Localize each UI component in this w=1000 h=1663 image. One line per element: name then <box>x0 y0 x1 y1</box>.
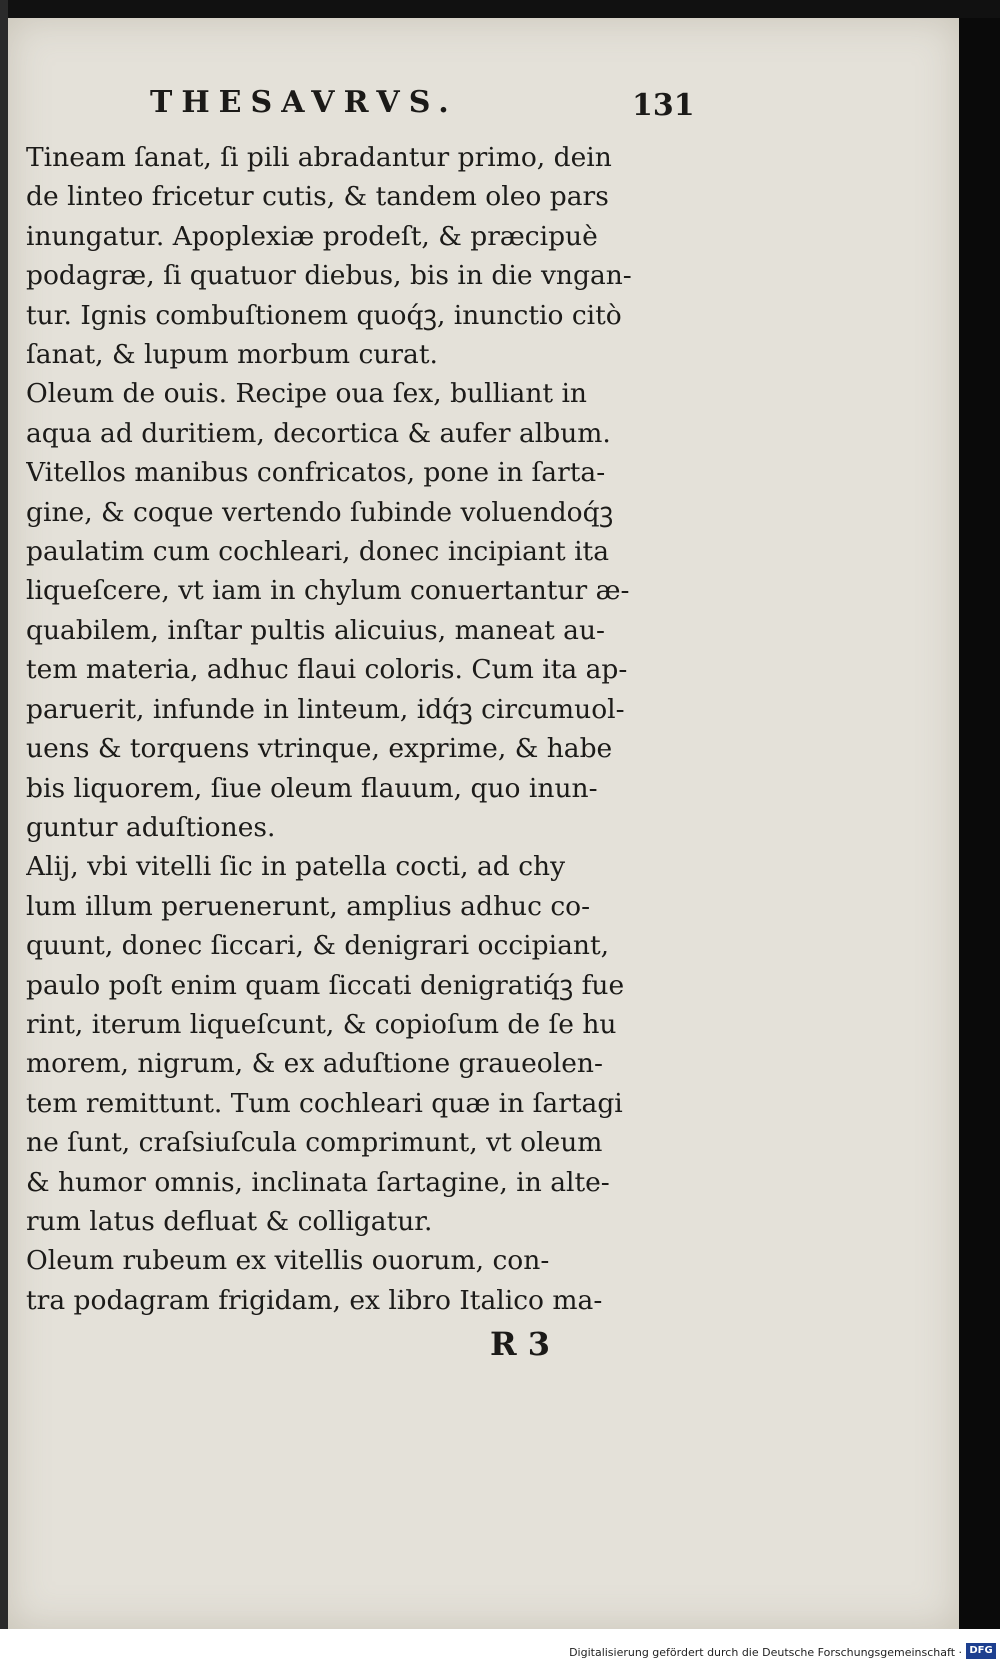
scan-right-shadow <box>959 18 1000 1629</box>
page-number: 131 <box>632 88 695 123</box>
text-line: podagræ, ſi quatuor diebus, bis in die vngan- <box>26 260 632 292</box>
scan-left-edge <box>0 0 8 1663</box>
text-line: paulo poſt enim quam ſiccati denigratiq́ꝫ fue <box>26 969 625 1001</box>
text-line: lum illum peruenerunt, amplius adhuc co- <box>26 890 591 922</box>
text-line: liqueſcere, vt iam in chylum conuertantur æ- <box>26 575 630 607</box>
text-line: Oleum rubeum ex vitellis ouorum, con- <box>26 1245 550 1277</box>
text-line: & humor omnis, inclinata ſartagine, in alte- <box>26 1166 610 1198</box>
text-line: tem materia, adhuc flaui coloris. Cum ita ap- <box>26 654 628 686</box>
text-line: Vitellos manibus confricatos, pone in ſarta- <box>26 457 606 489</box>
text-line: de linteo fricetur cutis, & tandem oleo pars <box>26 181 609 213</box>
text-line: paulatim cum cochleari, donec incipiant ita <box>26 536 609 568</box>
text-line: quunt, donec ſiccari, & denigrari occipiant, <box>26 930 610 962</box>
text-line: Alij, vbi vitelli ſic in patella cocti, ad chy <box>26 851 566 883</box>
funding-credit: Digitalisierung gefördert durch die Deutsche Forschungsgemeinschaft · <box>569 1646 962 1659</box>
body-text <box>26 138 686 1320</box>
text-line: Oleum de ouis. Recipe oua ſex, bulliant in <box>26 378 588 410</box>
text-line: paruerit, infunde in linteum, idq́ꝫ circumuol- <box>26 693 625 725</box>
text-line: ſanat, & lupum morbum curat. <box>26 339 438 371</box>
scan-top-edge <box>0 0 1000 18</box>
text-line: rum latus defluat & colligatur. <box>26 1205 433 1237</box>
text-line: guntur aduſtiones. <box>26 811 276 843</box>
text-line: aqua ad duritiem, decortica & aufer album. <box>26 417 611 449</box>
text-line: tem remittunt. Tum cochleari quæ in ſartagi <box>26 1087 623 1119</box>
text-line: ne ſunt, craſsiuſcula comprimunt, vt oleum <box>26 1127 603 1159</box>
text-line: tra podagram frigidam, ex libro Italico ma- <box>26 1284 603 1316</box>
text-line: Tineam ſanat, ſi pili abradantur primo, dein <box>26 142 612 173</box>
text-line: morem, nigrum, & ex aduſtione graueolen- <box>26 1048 603 1080</box>
text-line: uens & torquens vtrinque, exprime, & habe <box>26 733 613 765</box>
signature-mark: R 3 <box>490 1325 550 1363</box>
text-line: inungatur. Apoplexiæ prodeſt, & præcipuè <box>26 220 598 252</box>
text-line: gine, & coque vertendo ſubinde voluendoq́ꝫ <box>26 496 614 528</box>
text-line: rint, iterum liqueſcunt, & copioſum de ſe hu <box>26 1008 617 1040</box>
text-line: bis liquorem, ſiue oleum flauum, quo inun- <box>26 772 598 804</box>
text-line: tur. Ignis combuſtionem quoq́ꝫ, inunctio citò <box>26 299 622 331</box>
text-line: quabilem, inſtar pultis alicuius, maneat au- <box>26 614 605 646</box>
dfg-logo-icon: DFG <box>966 1643 996 1659</box>
running-title: THESAVRVS. <box>150 85 458 120</box>
